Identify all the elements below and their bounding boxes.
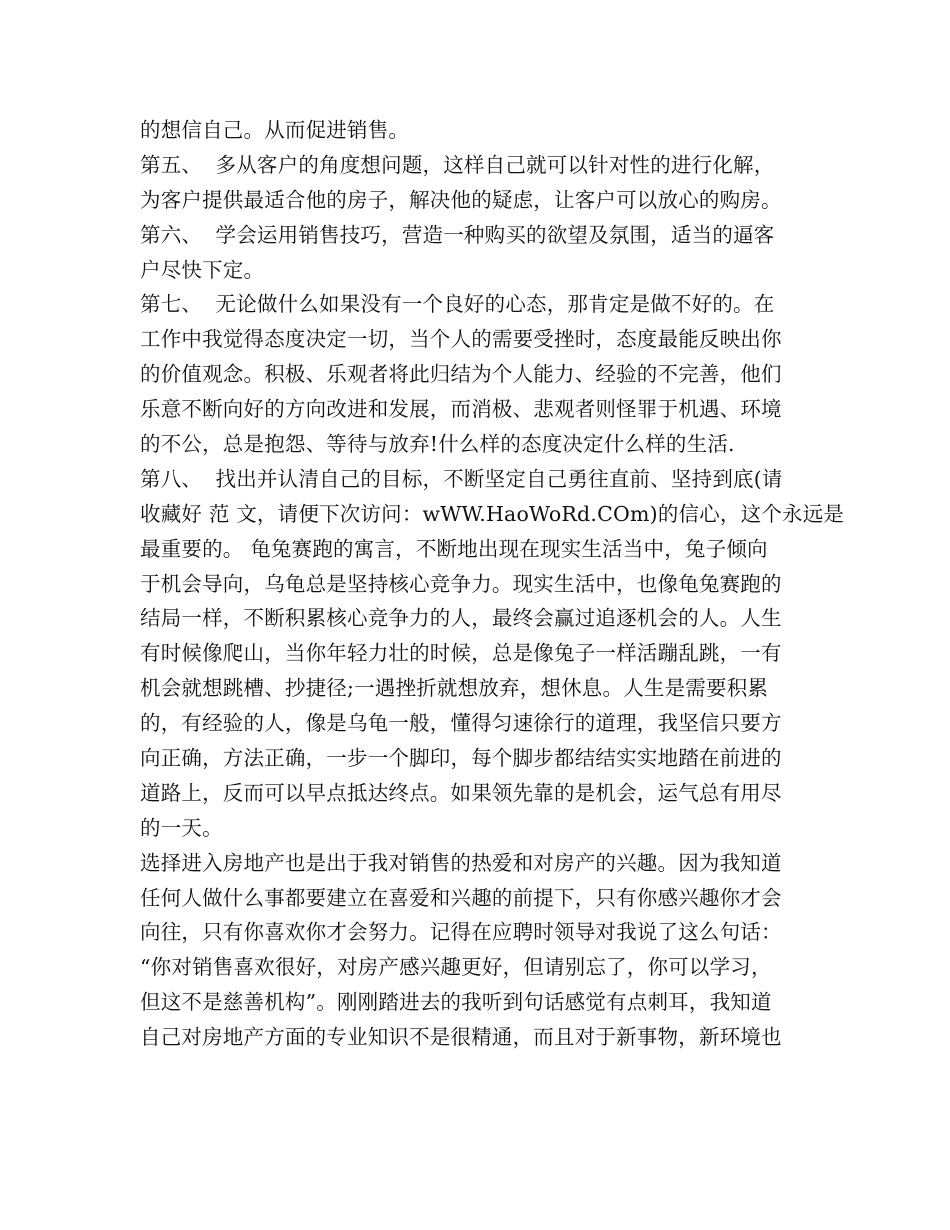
text-line: 第八、 找出并认清自己的目标，不断坚定自己勇往直前、坚持到底(请: [140, 466, 783, 491]
text-line: 为客户提供最适合他的房子，解决他的疑虑，让客户可以放心的购房。: [140, 187, 782, 212]
text-line: 于机会导向，乌龟总是坚持核心竞争力。现实生活中，也像龟兔赛跑的: [140, 571, 782, 596]
text-line: 第五、 多从客户的角度想问题，这样自己就可以针对性的进行化解，: [140, 152, 775, 177]
document-body: [140, 113, 845, 1055]
text-line: 第七、 无论做什么如果没有一个良好的心态，那肯定是做不好的。在: [140, 292, 775, 317]
text-line: 户尽快下定。: [140, 257, 265, 282]
text-line: 的不公，总是抱怨、等待与放弃!什么样的态度决定什么样的生活.: [140, 432, 735, 457]
text-line: 向正确，方法正确，一步一个脚印，每个脚步都结结实实地踏在前进的: [140, 746, 782, 771]
text-line: 道路上，反而可以早点抵达终点。如果领先靠的是机会，运气总有用尽: [140, 780, 782, 805]
text-line: 的一天。: [140, 815, 223, 840]
text-line: 第六、 学会运用销售技巧，营造一种购买的欲望及氛围，适当的逼客: [140, 222, 775, 247]
text-line: 收藏好 范 文，请便下次访问：wWW.HaoWoRd.COm)的信心，这个永远是: [140, 501, 845, 526]
text-line: 任何人做什么事都要建立在喜爱和兴趣的前提下，只有你感兴趣你才会: [140, 885, 782, 910]
text-line: 最重要的。 龟兔赛跑的寓言，不断地出现在现实生活当中，兔子倾向: [140, 536, 768, 561]
text-line: 乐意不断向好的方向改进和发展，而消极、悲观者则怪罪于机遇、环境: [140, 397, 782, 422]
text-line: 向往，只有你喜欢你才会努力。记得在应聘时领导对我说了这么句话：: [140, 920, 782, 945]
text-line: 有时候像爬山，当你年轻力壮的时候，总是像兔子一样活蹦乱跳，一有: [140, 641, 782, 666]
text-line: 的想信自己。从而促进销售。: [140, 118, 410, 142]
text-line: 自己对房地产方面的专业知识不是很精通，而且对于新事物，新环境也: [140, 1025, 782, 1050]
text-line: 工作中我觉得态度决定一切，当个人的需要受挫时，态度最能反映出你: [140, 327, 782, 352]
text-line: 机会就想跳槽、抄捷径;一遇挫折就想放弃，想休息。人生是需要积累: [140, 676, 769, 701]
text-line: 的，有经验的人，像是乌龟一般，懂得匀速徐行的道理，我坚信只要方: [140, 711, 782, 736]
text-line: 选择进入房地产也是出于我对销售的热爱和对房产的兴趣。因为我知道: [140, 850, 782, 875]
text-line: 但这不是慈善机构”。刚刚踏进去的我听到句话感觉有点刺耳，我知道: [140, 990, 772, 1015]
text-line: 的价值观念。积极、乐观者将此归结为个人能力、经验的不完善，他们: [140, 362, 782, 387]
text-line: 结局一样，不断积累核心竞争力的人，最终会赢过追逐机会的人。人生: [140, 606, 782, 631]
text-line: “你对销售喜欢很好，对房产感兴趣更好，但请别忘了，你可以学习，: [140, 955, 772, 980]
